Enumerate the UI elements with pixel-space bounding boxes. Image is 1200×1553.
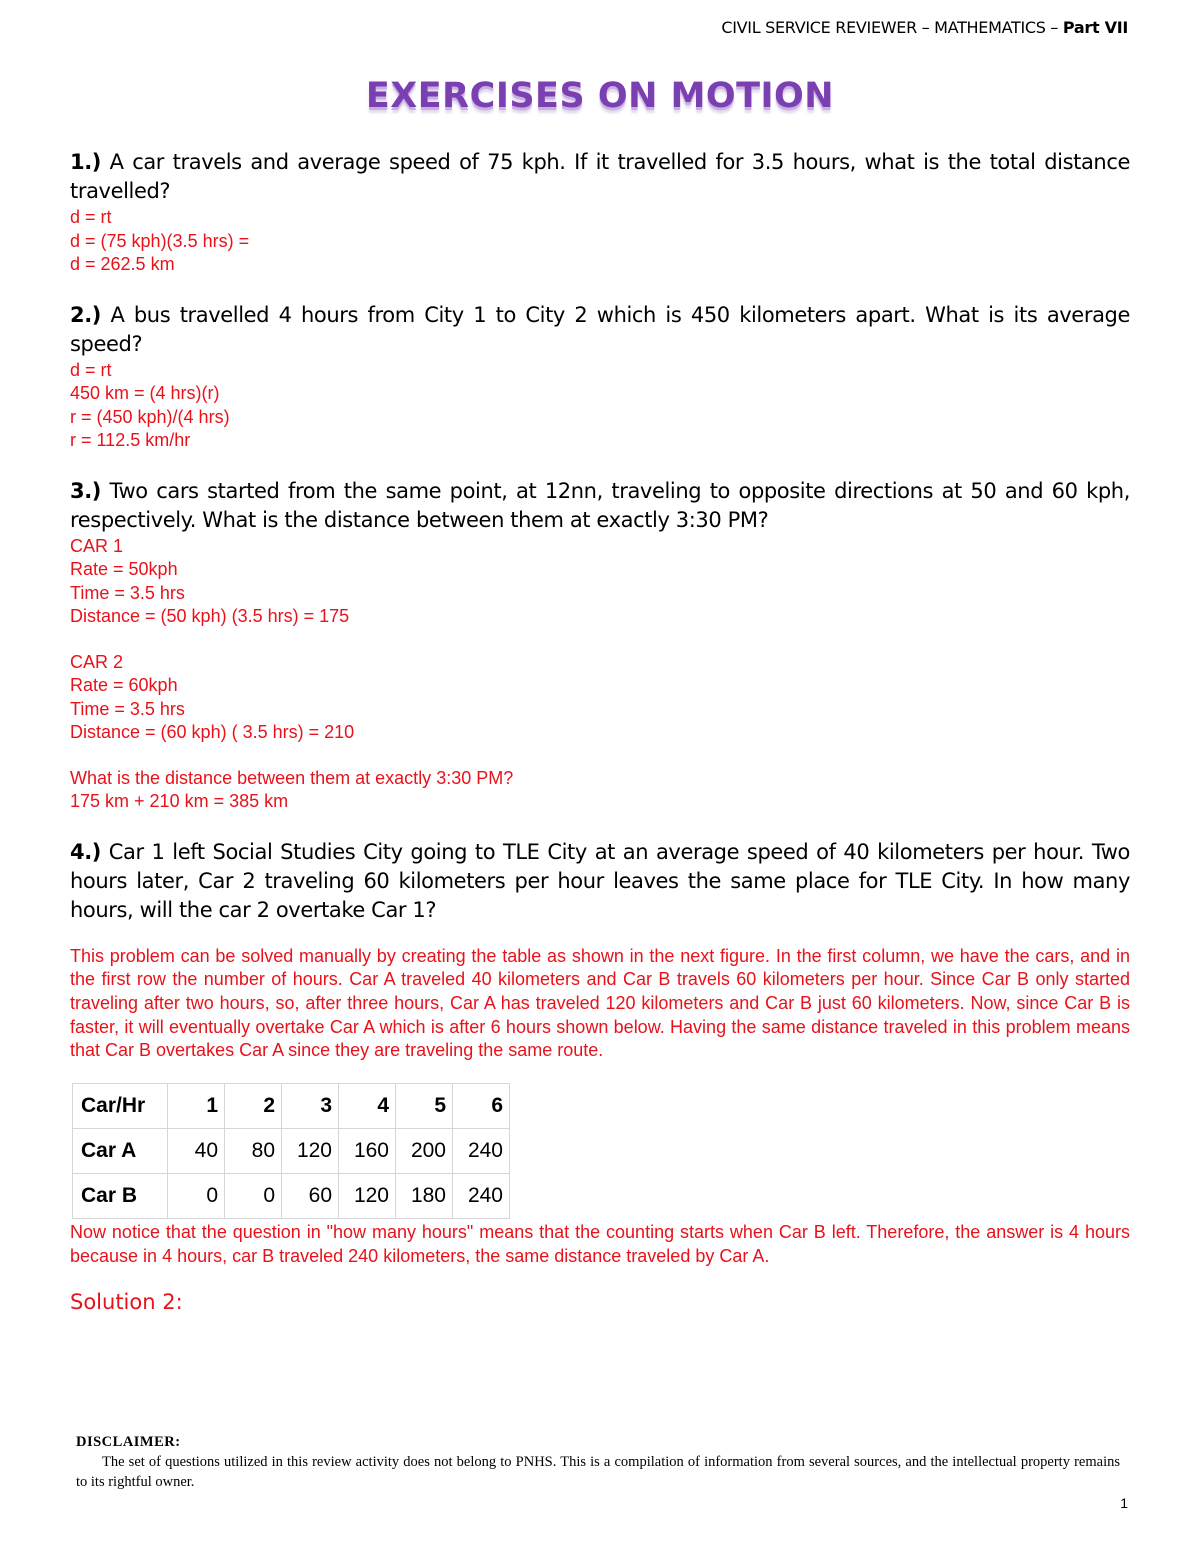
answer-3-car-1	[70, 535, 1130, 629]
header-part: Part VII	[1062, 18, 1128, 37]
answer-line: CAR 2	[70, 651, 124, 672]
question-1-number: 1.)	[70, 150, 101, 174]
answer-line: d = (75 kph)(3.5 hrs) =	[70, 230, 250, 251]
table-cell: 200	[396, 1129, 453, 1174]
answer-3-final	[70, 767, 1130, 814]
answer-line: Rate = 50kph	[70, 559, 178, 579]
table-header-cell: 6	[453, 1084, 510, 1129]
answer-line: 175 km + 210 km = 385 km	[70, 791, 289, 811]
table-cell: 0	[168, 1174, 225, 1219]
question-2-number: 2.)	[70, 302, 101, 327]
table-cell: 80	[225, 1129, 282, 1174]
table-header-row	[73, 1084, 510, 1129]
page-title: EXERCISES ON MOTION	[365, 76, 835, 116]
question-4-text: Car 1 left Social Studies City going to TLE City at an average speed of 40 kilometers per hour. Two hours later, Car 2 traveling 60 kilometers per hour leaves the same place for TLE City. In how many hours, will the car 2 overtake Car 1?	[70, 839, 1130, 922]
question-2-text: A bus travelled 4 hours from City 1 to City 2 which is 450 kilometers apart. What is its average speed?	[70, 302, 1130, 356]
question-4-number: 4.)	[70, 839, 101, 864]
table-cell: 240	[453, 1129, 510, 1174]
table-cell: 120	[282, 1129, 339, 1174]
answer-2	[70, 359, 1130, 453]
table-header-cell: 3	[282, 1084, 339, 1129]
table-header-cell: 4	[339, 1084, 396, 1129]
header-text: CIVIL SERVICE REVIEWER – MATHEMATICS –	[721, 18, 1063, 37]
running-header	[721, 18, 1128, 37]
table-cell: 240	[453, 1174, 510, 1219]
answer-line: r = 112.5 km/hr	[70, 430, 191, 450]
table-header-cell: 5	[396, 1084, 453, 1129]
answer-line: CAR 1	[70, 535, 124, 556]
answer-line: Time = 3.5 hrs	[70, 582, 185, 603]
table-cell: 40	[168, 1129, 225, 1174]
table-row	[73, 1129, 510, 1174]
solution-2-heading: Solution 2:	[70, 1290, 183, 1315]
answer-line: d = rt	[70, 359, 112, 380]
table-header-cell: Car/Hr	[73, 1084, 168, 1129]
answer-line: Rate = 60kph	[70, 675, 178, 695]
question-3-number: 3.)	[70, 478, 101, 503]
answer-line: d = 262.5 km	[70, 254, 175, 274]
question-1	[70, 148, 1130, 206]
distance-table	[72, 1083, 510, 1219]
table-cell: 160	[339, 1129, 396, 1174]
table-header-cell: 2	[225, 1084, 282, 1129]
table-row-header: Car A	[73, 1129, 168, 1174]
table-cell: 0	[225, 1174, 282, 1219]
answer-line: 450 km = (4 hrs)(r)	[70, 383, 220, 403]
disclaimer	[76, 1432, 1120, 1492]
table-row	[73, 1174, 510, 1219]
answer-line: r = (450 kph)/(4 hrs)	[70, 406, 230, 427]
exercise-content	[70, 148, 1130, 1314]
page-number: 1	[1120, 1495, 1128, 1511]
answer-1	[70, 206, 1130, 277]
disclaimer-heading: DISCLAIMER:	[76, 1434, 181, 1450]
answer-line: Distance = (60 kph) ( 3.5 hrs) = 210	[70, 722, 355, 742]
answer-line: Distance = (50 kph) (3.5 hrs) = 175	[70, 606, 350, 626]
question-3-text: Two cars started from the same point, at 12nn, traveling to opposite directions at 50 and 60 kph, respectively. What is the distance between them at exactly 3:30 PM?	[70, 478, 1130, 532]
answer-line: Time = 3.5 hrs	[70, 698, 185, 719]
question-3	[70, 477, 1130, 535]
answer-line: What is the distance between them at exactly 3:30 PM?	[70, 767, 514, 788]
question-2	[70, 301, 1130, 359]
table-cell: 120	[339, 1174, 396, 1219]
table-header-cell: 1	[168, 1084, 225, 1129]
answer-line: d = rt	[70, 207, 112, 227]
question-4	[70, 838, 1130, 925]
table-cell: 180	[396, 1174, 453, 1219]
disclaimer-text: The set of questions utilized in this review activity does not belong to PNHS. This is a compilation of information from several sources, and the intellectual property remains to its rightful owner.	[76, 1454, 1120, 1490]
explanation-paragraph: This problem can be solved manually by creating the table as shown in the next figure. In the first column, we have the cars, and in the first row the number of hours. Car A traveled 40 kilometers and Car B travels 60 kilometers per hour. Since Car B only started traveling after two hours, so, after three hours, Car A has traveled 120 kilometers and Car B just 60 kilometers. Now, since Car B is faster, it will eventually overtake Car A which is after 6 hours shown below. Having the same distance traveled in this problem means that Car B overtakes Car A since they are traveling the same route.	[70, 945, 1130, 1061]
table-row-header: Car B	[73, 1174, 168, 1219]
table-cell: 60	[282, 1174, 339, 1219]
conclusion-paragraph: Now notice that the question in "how many hours" means that the counting starts when Car B left. Therefore, the answer is 4 hours because in 4 hours, car B traveled 240 kilometers, the same distance traveled by Car A.	[70, 1222, 1130, 1266]
answer-3-car-2	[70, 651, 1130, 745]
question-1-text: A car travels and average speed of 75 kph. If it travelled for 3.5 hours, what is the total distance travelled?	[70, 150, 1130, 203]
